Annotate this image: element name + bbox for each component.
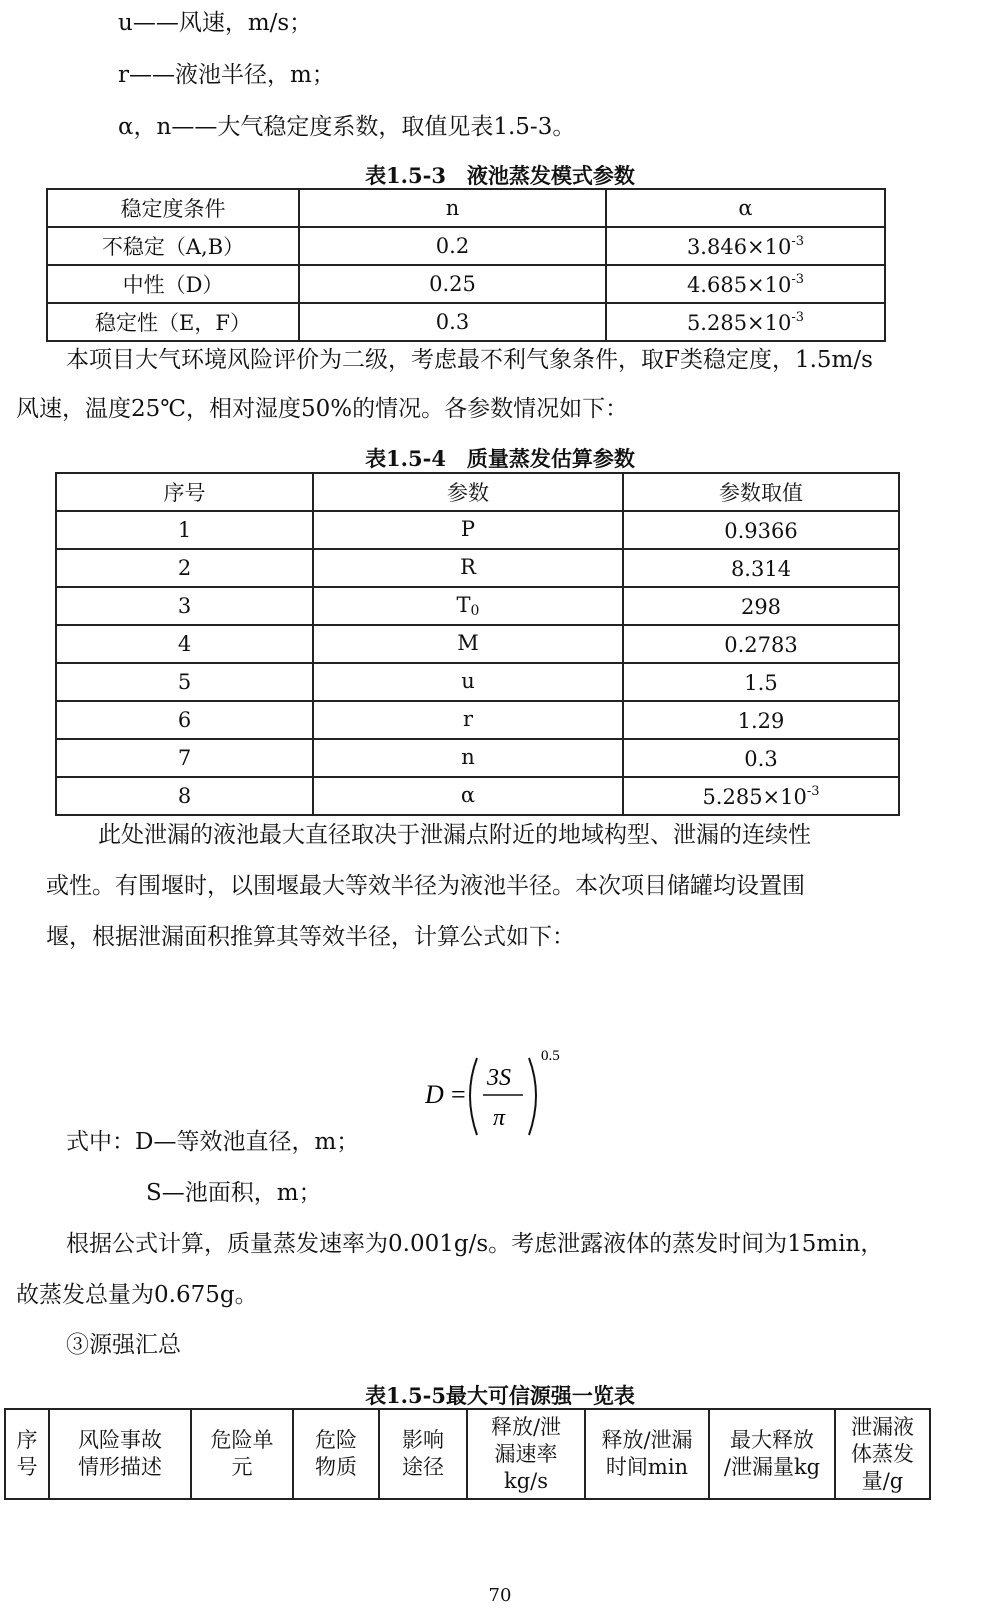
table3-cell: 中性（D） <box>47 265 299 303</box>
para2-line3: 堰，根据泄漏面积推算其等效半径，计算公式如下： <box>46 924 575 950</box>
table5-header <box>293 1409 379 1499</box>
formula-right-paren <box>529 1058 536 1135</box>
header-line: 危险单 <box>210 1428 274 1452</box>
table3-header: n <box>299 189 606 227</box>
table4-header: 参数 <box>313 473 623 511</box>
header-line: /泄漏量kg <box>723 1455 821 1479</box>
para1-line1: 本项目大气环境风险评价为二级，考虑最不利气象条件，取F类稳定度，1.5m/s <box>66 347 873 373</box>
header-line: 元 <box>231 1455 253 1479</box>
table5-header <box>5 1409 49 1499</box>
header-line: 释放/泄 <box>490 1414 562 1439</box>
table-row <box>56 587 899 625</box>
param-name <box>313 701 623 739</box>
table5-header <box>585 1409 709 1499</box>
param-number: 0.2783 <box>724 632 798 657</box>
header-line: 量/g <box>861 1468 904 1493</box>
table-row <box>56 701 899 739</box>
param-name <box>313 511 623 549</box>
formula-equals: = <box>451 1080 466 1109</box>
where-line1: 式中：D—等效池直径，m； <box>66 1129 360 1155</box>
row-number: 2 <box>56 549 313 587</box>
param-number: 298 <box>740 594 782 619</box>
table3-cell: 0.25 <box>299 265 606 303</box>
param-symbol: u <box>461 669 475 693</box>
para3-line2: 故蒸发总量为0.675g。 <box>16 1282 258 1308</box>
param-name <box>313 587 623 625</box>
param-number: 5.285×10 <box>702 784 807 809</box>
param-symbol: P <box>460 517 476 541</box>
table3-header: α <box>606 189 885 227</box>
where-line2: S—池面积，m； <box>146 1180 322 1206</box>
header-line: 最大释放 <box>730 1428 814 1452</box>
table-1-5-3 <box>46 188 886 342</box>
table5-header <box>709 1409 835 1499</box>
param-symbol: T <box>456 593 471 617</box>
param-value <box>623 663 899 701</box>
table-1-5-4 <box>55 472 900 816</box>
table4-header: 序号 <box>56 473 313 511</box>
row-number: 5 <box>56 663 313 701</box>
formula-numerator: 3S <box>487 1065 511 1091</box>
table3-caption: 表1.5-3 液池蒸发模式参数 <box>365 163 635 188</box>
table3-cell: 0.2 <box>299 227 606 265</box>
para2-line1: 此处泄漏的液池最大直径取决于泄漏点附近的地域构型、泄漏的连续性 <box>98 822 811 848</box>
table-row <box>56 625 899 663</box>
page-number: 70 <box>488 1585 512 1606</box>
def-r: r——液池半径，m； <box>118 62 335 88</box>
param-value <box>623 549 899 587</box>
table4-header: 参数取值 <box>623 473 899 511</box>
para2-line2: 或性。有围堰时，以围堰最大等效半径为液池半径。本次项目储罐均设置围 <box>46 873 805 899</box>
table-row <box>56 663 899 701</box>
param-subscript: 0 <box>470 603 480 619</box>
formula-denominator: π <box>493 1105 506 1131</box>
row-number: 1 <box>56 511 313 549</box>
table-row <box>56 739 899 777</box>
header-line: 途径 <box>402 1455 444 1479</box>
param-number: 8.314 <box>730 556 792 581</box>
param-number: 1.5 <box>744 670 778 695</box>
table5-header <box>379 1409 467 1499</box>
param-symbol: r <box>462 707 474 731</box>
table5-header <box>467 1409 585 1499</box>
table-row <box>56 777 899 815</box>
param-value <box>623 625 899 663</box>
header-line: 序 <box>16 1428 38 1452</box>
header-line: 漏速率 <box>494 1441 558 1466</box>
param-value <box>623 587 899 625</box>
table5-header <box>835 1409 930 1499</box>
header-line: 体蒸发 <box>851 1441 914 1466</box>
table-row <box>56 549 899 587</box>
param-value <box>623 739 899 777</box>
row-number: 4 <box>56 625 313 663</box>
table5-caption: 表1.5-5最大可信源强一览表 <box>365 1383 635 1408</box>
equivalent-diameter-formula <box>425 1040 585 1150</box>
table3-cell: 不稳定（A,B） <box>47 227 299 265</box>
param-value <box>623 777 899 815</box>
table3-cell: 稳定性（E，F） <box>47 303 299 341</box>
table3-exponent: -3 <box>791 233 805 249</box>
section-heading: ③源强汇总 <box>66 1332 181 1358</box>
header-line: 号 <box>16 1455 38 1479</box>
param-number: 0.9366 <box>724 518 798 543</box>
table3-value: 5.285×10 <box>686 310 792 335</box>
table4-caption: 表1.5-4 质量蒸发估算参数 <box>365 446 635 471</box>
header-line: 物质 <box>315 1455 357 1479</box>
param-symbol: n <box>461 745 475 769</box>
formula-power: 0.5 <box>541 1048 560 1064</box>
param-symbol: R <box>460 555 476 579</box>
table3-cell <box>606 265 885 303</box>
table3-value: 4.685×10 <box>686 272 792 297</box>
param-name <box>313 777 623 815</box>
table3-cell <box>606 303 885 341</box>
table3-header: 稳定度条件 <box>47 189 299 227</box>
header-line: 释放/泄漏 <box>601 1428 693 1452</box>
param-value <box>623 701 899 739</box>
table5-header <box>191 1409 293 1499</box>
header-line: 泄漏液 <box>851 1414 914 1439</box>
header-line: 风险事故 <box>78 1428 162 1452</box>
param-symbol: α <box>460 783 476 807</box>
param-name <box>313 625 623 663</box>
param-name <box>313 549 623 587</box>
param-name <box>313 739 623 777</box>
table3-value: 3.846×10 <box>686 234 792 259</box>
header-line: 影响 <box>402 1428 444 1452</box>
para1-line2: 风速，温度25℃，相对湿度50%的情况。各参数情况如下： <box>16 396 629 422</box>
param-value <box>623 511 899 549</box>
formula-left-paren <box>470 1058 477 1135</box>
param-number: 0.3 <box>744 746 778 771</box>
table3-cell: 0.3 <box>299 303 606 341</box>
row-number: 8 <box>56 777 313 815</box>
table3-cell <box>606 227 885 265</box>
param-number: 1.29 <box>737 708 785 733</box>
para3-line1: 根据公式计算，质量蒸发速率为0.001g/s。考虑泄露液体的蒸发时间为15min， <box>66 1231 884 1257</box>
def-u: u——风速，m/s； <box>118 10 313 36</box>
table-row <box>56 511 899 549</box>
def-alpha-n: α，n——大气稳定度系数，取值见表1.5-3。 <box>118 114 576 140</box>
formula-lhs: D <box>425 1080 444 1109</box>
row-number: 3 <box>56 587 313 625</box>
header-line: 情形描述 <box>78 1455 162 1479</box>
table-1-5-5 <box>4 1408 931 1500</box>
table5-header <box>49 1409 191 1499</box>
header-line: 危险 <box>315 1428 357 1452</box>
table3-exponent: -3 <box>791 271 805 287</box>
header-line: 时间min <box>605 1455 689 1479</box>
param-exponent: -3 <box>806 783 820 799</box>
param-symbol: M <box>457 631 479 655</box>
row-number: 6 <box>56 701 313 739</box>
table3-exponent: -3 <box>791 309 805 325</box>
row-number: 7 <box>56 739 313 777</box>
header-line: kg/s <box>503 1468 549 1493</box>
param-name <box>313 663 623 701</box>
